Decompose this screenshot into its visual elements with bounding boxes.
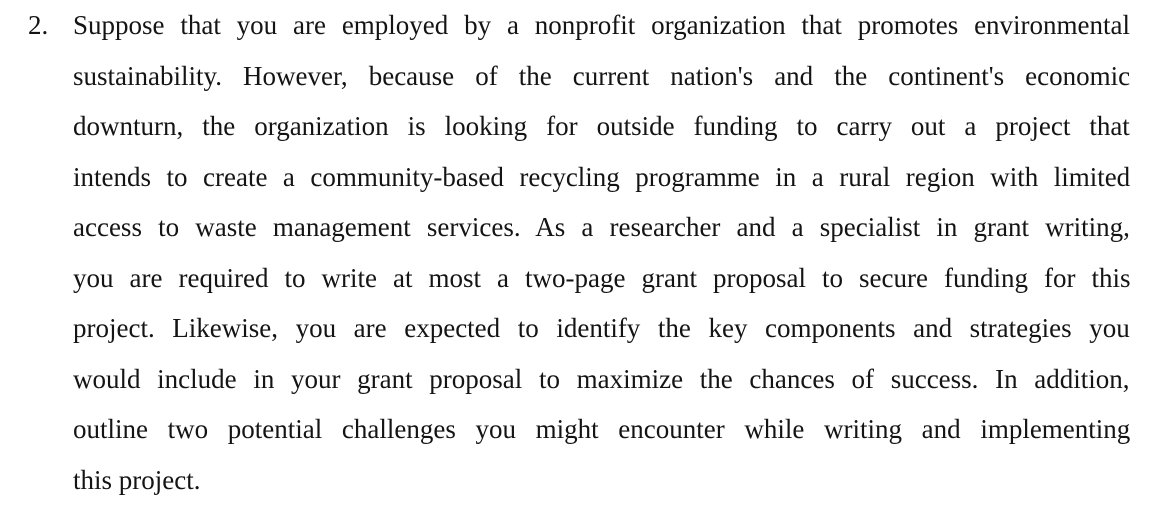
question-line: you are required to write at most a two-page grant proposal to secure funding for this <box>73 253 1130 304</box>
question-block <box>28 0 1130 505</box>
question-line: project. Likewise, you are expected to identify the key components and strategies you <box>73 303 1130 354</box>
question-line: downturn, the organization is looking for outside funding to carry out a project that <box>73 101 1130 152</box>
question-line: sustainability. However, because of the current nation's and the continent's economic <box>73 51 1130 102</box>
question-line: outline two potential challenges you might encounter while writing and implementing <box>73 404 1130 455</box>
question-line: intends to create a community-based recycling programme in a rural region with limited <box>73 152 1130 203</box>
question-line: this project. <box>73 455 1130 505</box>
question-line: would include in your grant proposal to maximize the chances of success. In addition, <box>73 354 1130 405</box>
question-line: Suppose that you are employed by a nonprofit organization that promotes environmental <box>73 0 1130 51</box>
question-text <box>73 0 1130 505</box>
question-number: 2. <box>28 0 72 51</box>
question-line: access to waste management services. As a researcher and a specialist in grant writing, <box>73 202 1130 253</box>
